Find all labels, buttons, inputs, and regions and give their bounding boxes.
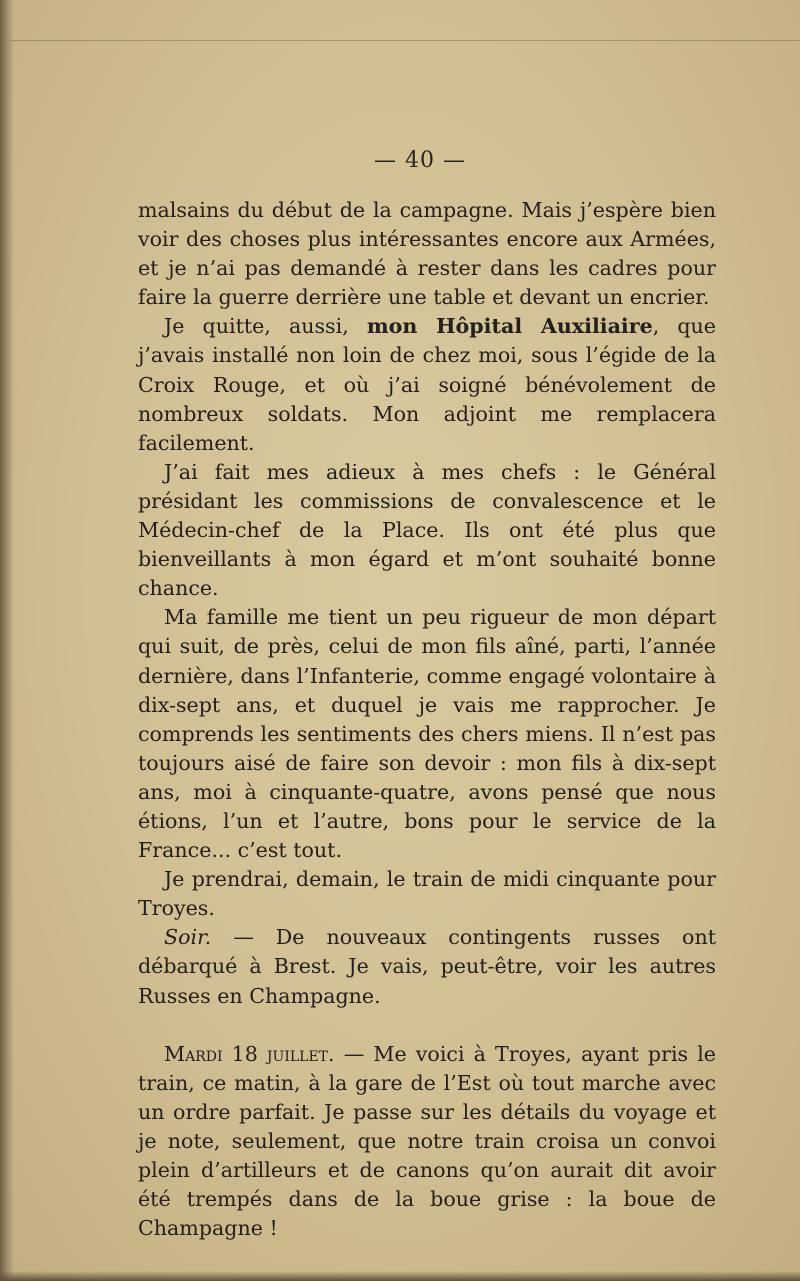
paragraph-5: Je prendrai, demain, le train de midi cinquante pour Troyes. [138,867,716,921]
paragraph-2-pre: Je quitte, aussi, [164,314,367,339]
paragraph-2-post: , que j’avais installé non loin de chez moi, sous l’égide de la Croix Rouge, et où j’ai soigné bénévolement de nombreux soldats. Mon adjoint me remplacera facilement. [138,314,716,455]
paragraph-7 [138,1040,716,1244]
paragraph-7-text: — Me voici à Troyes, ayant pris le train, ce matin, à la gare de l’Est où tout marche avec un ordre parfait. Je passe sur les détails du voyage et je note, seulement, que notre train croisa un convoi plein d’artilleurs et de canons qu’on aurait dit avoir été trempés dans de la boue grise : la boue de Champagne ! [138,1041,716,1241]
page-top-crease [0,0,800,41]
section-gap [138,1011,716,1040]
page-number: — 40 — [374,148,466,173]
paragraph-6 [138,923,716,1010]
page-left-edge [0,0,14,1281]
page-bottom-edge [0,1271,800,1281]
paragraph-3: J’ai fait mes adieux à mes chefs : le Général présidant les commissions de convalescence et le Médecin-chef de la Place. Ils ont été plus que bienveillants à mon égard et m’ont souhaité bonne chance. [138,459,716,601]
date-heading: Mardi 18 juillet. [164,1041,335,1066]
paragraph-6-text: — De nouveaux contingents russes ont débarqué à Brest. Je vais, peut-être, voir les autres Russes en Champagne. [138,925,716,1008]
evening-heading: Soir. [164,925,212,950]
paragraph-2 [138,312,716,457]
paragraph-1: malsains du début de la campagne. Mais j’espère bien voir des choses plus intéressantes encore aux Armées, et je n’ai pas demandé à rester dans les cadres pour faire la guerre derrière une table et devant un encrier. [138,198,716,310]
body-text [138,196,716,1243]
paragraph-4: Ma famille me tient un peu rigueur de mon départ qui suit, de près, celui de mon fils aîné, parti, l’année dernière, dans l’Infanterie, comme engagé volontaire à dix-sept ans, et duquel je vais me rapprocher. Je comprends les sentiments des chers miens. Il n’est pas toujours aisé de faire son devoir : mon fils à dix-sept ans, moi à cinquante-quatre, avons pensé que nous étions, l’un et l’autre, bons pour le service de la France... c’est tout. [138,605,716,863]
hospital-name: mon Hôpital Auxiliaire [366,314,653,339]
